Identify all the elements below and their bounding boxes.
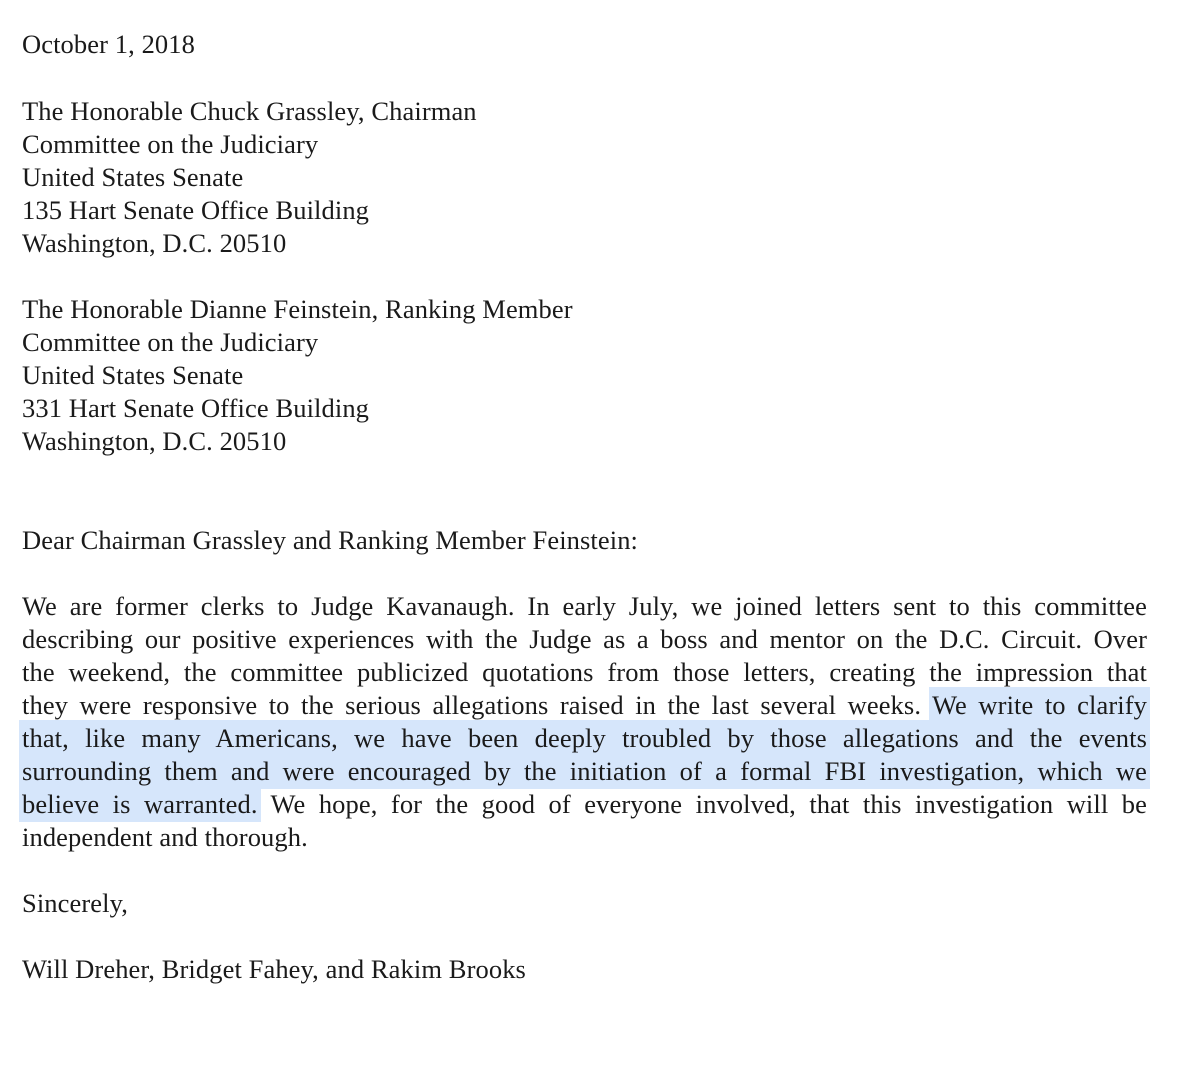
recipient-body-line: United States Senate xyxy=(22,360,244,390)
recipient-office-line: 135 Hart Senate Office Building xyxy=(22,195,370,225)
body-line: We are former clerks to Judge Kavanaugh. In early July, we joined letters sent to this committee xyxy=(22,591,1147,621)
recipient-body-line: United States Senate xyxy=(22,162,244,192)
recipient-address-grassley xyxy=(22,95,1182,260)
recipient-address-feinstein xyxy=(22,293,1182,458)
recipient-city-line: Washington, D.C. 20510 xyxy=(22,426,287,456)
highlighted-text: surrounding them and were encouraged by the initiation of a formal FBI investigation, which we xyxy=(22,756,1147,786)
salutation: Dear Chairman Grassley and Ranking Member Feinstein: xyxy=(22,525,639,555)
body-line xyxy=(22,755,1147,788)
body-text-plain: We hope, for the good of everyone involved, that this investigation will be xyxy=(257,789,1147,819)
body-line: describing our positive experiences with the Judge as a boss and mentor on the D.C. Circuit. Over xyxy=(22,624,1147,654)
highlighted-text: We write to clarify xyxy=(932,690,1147,720)
body-line: the weekend, the committee publicized quotations from those letters, creating the impression that xyxy=(22,657,1147,687)
recipient-committee-line: Committee on the Judiciary xyxy=(22,129,319,159)
recipient-name-line: The Honorable Dianne Feinstein, Ranking Member xyxy=(22,294,573,324)
letter-date: October 1, 2018 xyxy=(22,29,195,59)
closing: Sincerely, xyxy=(22,888,128,918)
body-line xyxy=(22,722,1147,755)
recipient-committee-line: Committee on the Judiciary xyxy=(22,327,319,357)
body-paragraph xyxy=(22,590,1147,854)
body-line xyxy=(22,788,1147,821)
recipient-name-line: The Honorable Chuck Grassley, Chairman xyxy=(22,96,477,126)
signers: Will Dreher, Bridget Fahey, and Rakim Brooks xyxy=(22,954,526,984)
body-line xyxy=(22,689,1147,722)
recipient-office-line: 331 Hart Senate Office Building xyxy=(22,393,370,423)
body-text-plain: they were responsive to the serious allegations raised in the last several weeks. xyxy=(22,690,933,720)
body-line: independent and thorough. xyxy=(22,822,308,852)
highlighted-text: that, like many Americans, we have been deeply troubled by those allegations and the events xyxy=(22,723,1147,753)
letter-page xyxy=(22,28,1182,986)
highlighted-text: believe is warranted. xyxy=(22,789,258,819)
recipient-city-line: Washington, D.C. 20510 xyxy=(22,228,287,258)
